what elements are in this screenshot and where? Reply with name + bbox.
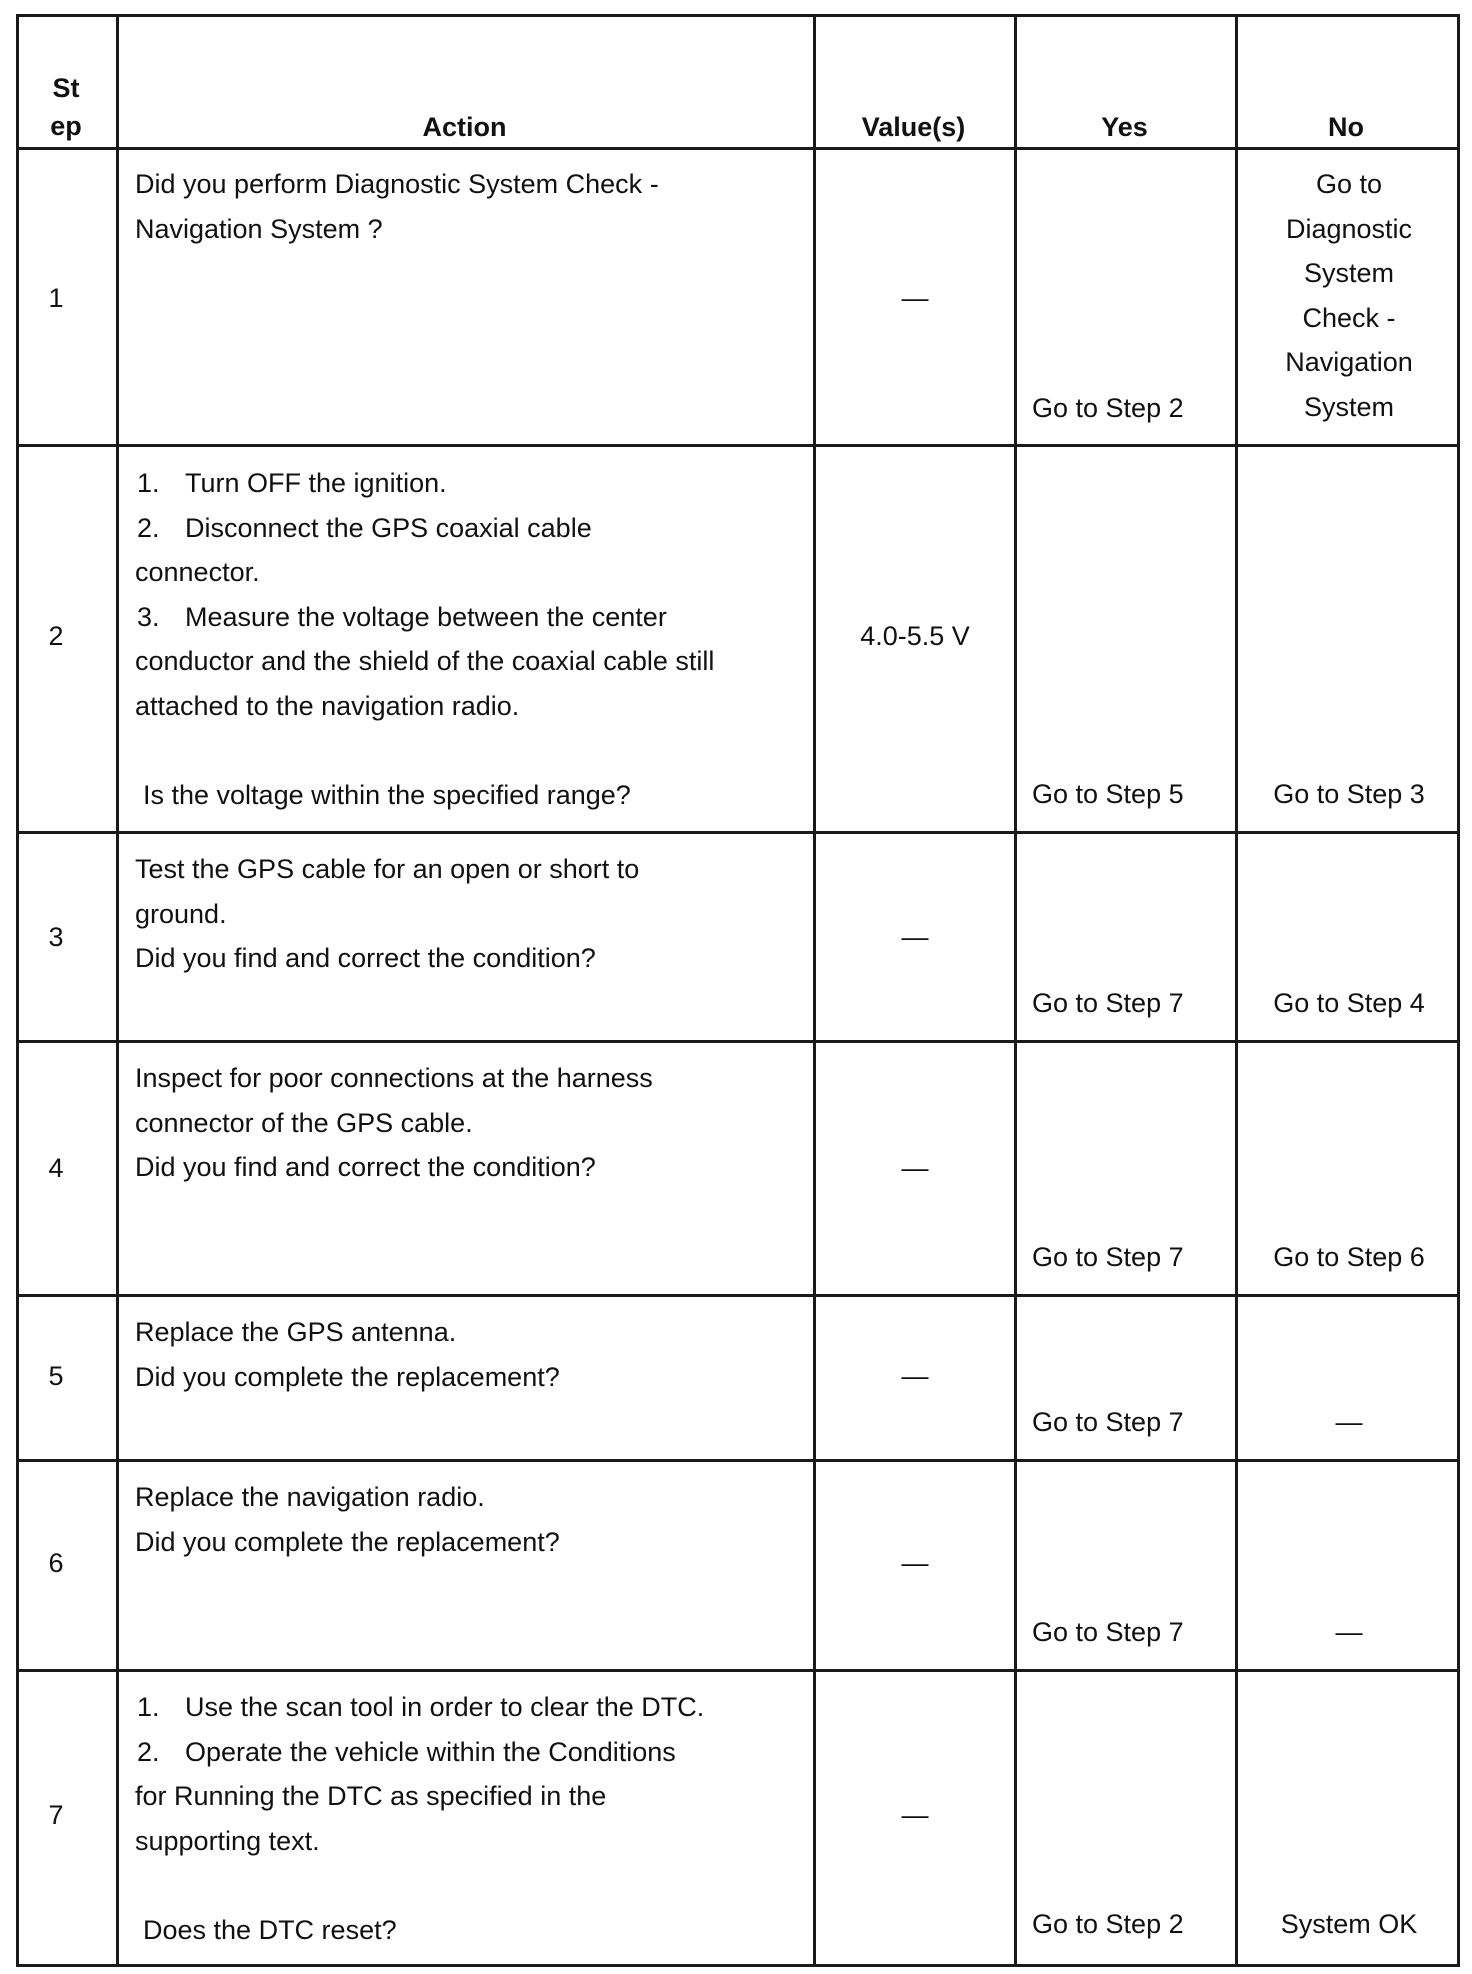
list-text: Use the scan tool in order to clear the DTC. [185,1692,705,1722]
action-question: Does the DTC reset? [143,1914,397,1945]
col-divider-step [116,14,119,1967]
action-cell [135,847,639,981]
action-cell [135,162,659,251]
header-values: Value(s) [861,112,966,142]
row-divider-6 [16,1669,1460,1672]
action-list-item [135,550,714,595]
header-no: No [1328,112,1364,142]
step-number: 6 [48,1548,64,1578]
action-list-item [135,506,714,551]
table-border-bottom [16,1964,1460,1967]
yes-cell: Go to Step 7 [1032,988,1184,1018]
yes-cell: Go to Step 7 [1032,1407,1184,1437]
no-line: Diagnostic [1285,213,1413,244]
value-cell: — [901,1800,929,1830]
yes-cell: Go to Step 2 [1032,1909,1184,1939]
step-number: 2 [48,621,64,651]
no-line: Navigation [1285,347,1413,377]
step-number: 4 [48,1153,64,1183]
list-text: for Running the DTC as specified in the [135,1781,607,1811]
value-cell: — [901,1361,929,1391]
list-text: Measure the voltage between the center [185,601,667,632]
header-step-line-1: St [52,73,80,103]
yes-cell: Go to Step 5 [1032,779,1184,809]
no-line: System [1303,258,1395,288]
action-list-item [135,639,714,684]
header-action: Action [422,112,507,142]
col-divider-yes [1235,14,1238,1967]
header-divider [16,147,1460,150]
list-number: 1. [137,468,160,498]
list-number: 2. [137,512,160,543]
action-cell [135,1685,704,1952]
no-cell [1239,162,1459,429]
no-cell: — [1335,1617,1363,1647]
action-list-item [135,1774,704,1819]
list-number: 3. [137,601,160,632]
value-cell: — [901,1153,929,1183]
value-cell: — [901,1548,929,1578]
action-list-item [135,684,714,729]
action-line: Navigation System ? [135,213,383,244]
action-list-item [135,595,714,640]
action-line: connector of the GPS cable. [135,1107,473,1138]
no-line: System [1303,391,1395,422]
row-divider-4 [16,1294,1460,1297]
list-text: Operate the vehicle within the Conditions [185,1736,676,1767]
step-number: 3 [48,922,64,952]
action-line: Did you find and correct the condition? [135,1152,596,1182]
no-cell: Go to Step 3 [1273,779,1425,809]
yes-cell: Go to Step 7 [1032,1242,1184,1272]
action-cell [135,461,714,817]
action-list-item [135,1730,704,1775]
list-text: supporting text. [135,1825,320,1856]
action-cell [135,1475,560,1564]
row-divider-2 [16,831,1460,834]
value-cell: — [901,922,929,952]
action-cell [135,1056,653,1190]
action-list-item [135,461,714,506]
list-text: connector. [135,557,260,587]
no-line: Go to [1315,169,1383,199]
no-cell: Go to Step 4 [1273,988,1425,1018]
yes-cell: Go to Step 2 [1032,393,1184,423]
action-line: Did you find and correct the condition? [135,943,596,973]
action-line: Test the GPS cable for an open or short to [135,854,640,884]
step-number: 5 [48,1361,64,1391]
row-divider-1 [16,444,1460,447]
row-divider-3 [16,1040,1460,1043]
list-text: conductor and the shield of the coaxial cable still [135,646,715,676]
list-text: Turn OFF the ignition. [185,468,447,498]
list-number: 2. [137,1736,160,1767]
action-list-item [135,1685,704,1730]
action-line: Replace the GPS antenna. [135,1317,457,1347]
row-divider-5 [16,1459,1460,1462]
value-cell: — [901,283,929,313]
list-number: 1. [137,1692,160,1722]
table-border-top [16,14,1460,17]
action-line: Replace the navigation radio. [135,1482,485,1512]
header-step [16,69,116,145]
step-number: 1 [48,283,64,313]
action-line: Did you complete the replacement? [135,1361,560,1392]
action-list-item [135,1819,704,1864]
yes-cell: Go to Step 7 [1032,1617,1184,1647]
header-yes: Yes [1101,112,1148,142]
no-cell: — [1335,1407,1363,1437]
no-cell: Go to Step 6 [1273,1242,1425,1272]
no-line: Check - [1302,302,1396,333]
step-number: 7 [48,1800,64,1830]
header-step-line-2: ep [50,111,82,141]
action-line: Did you perform Diagnostic System Check - [135,169,659,199]
list-text: Disconnect the GPS coaxial cable [185,512,592,543]
list-text: attached to the navigation radio. [135,690,520,721]
action-question: Is the voltage within the specified range? [143,779,631,810]
action-line: ground. [135,898,227,929]
action-line: Inspect for poor connections at the harness [135,1063,653,1093]
action-line: Did you complete the replacement? [135,1526,560,1557]
value-cell: 4.0-5.5 V [860,621,970,651]
no-cell: System OK [1280,1909,1418,1939]
action-cell [135,1310,560,1399]
